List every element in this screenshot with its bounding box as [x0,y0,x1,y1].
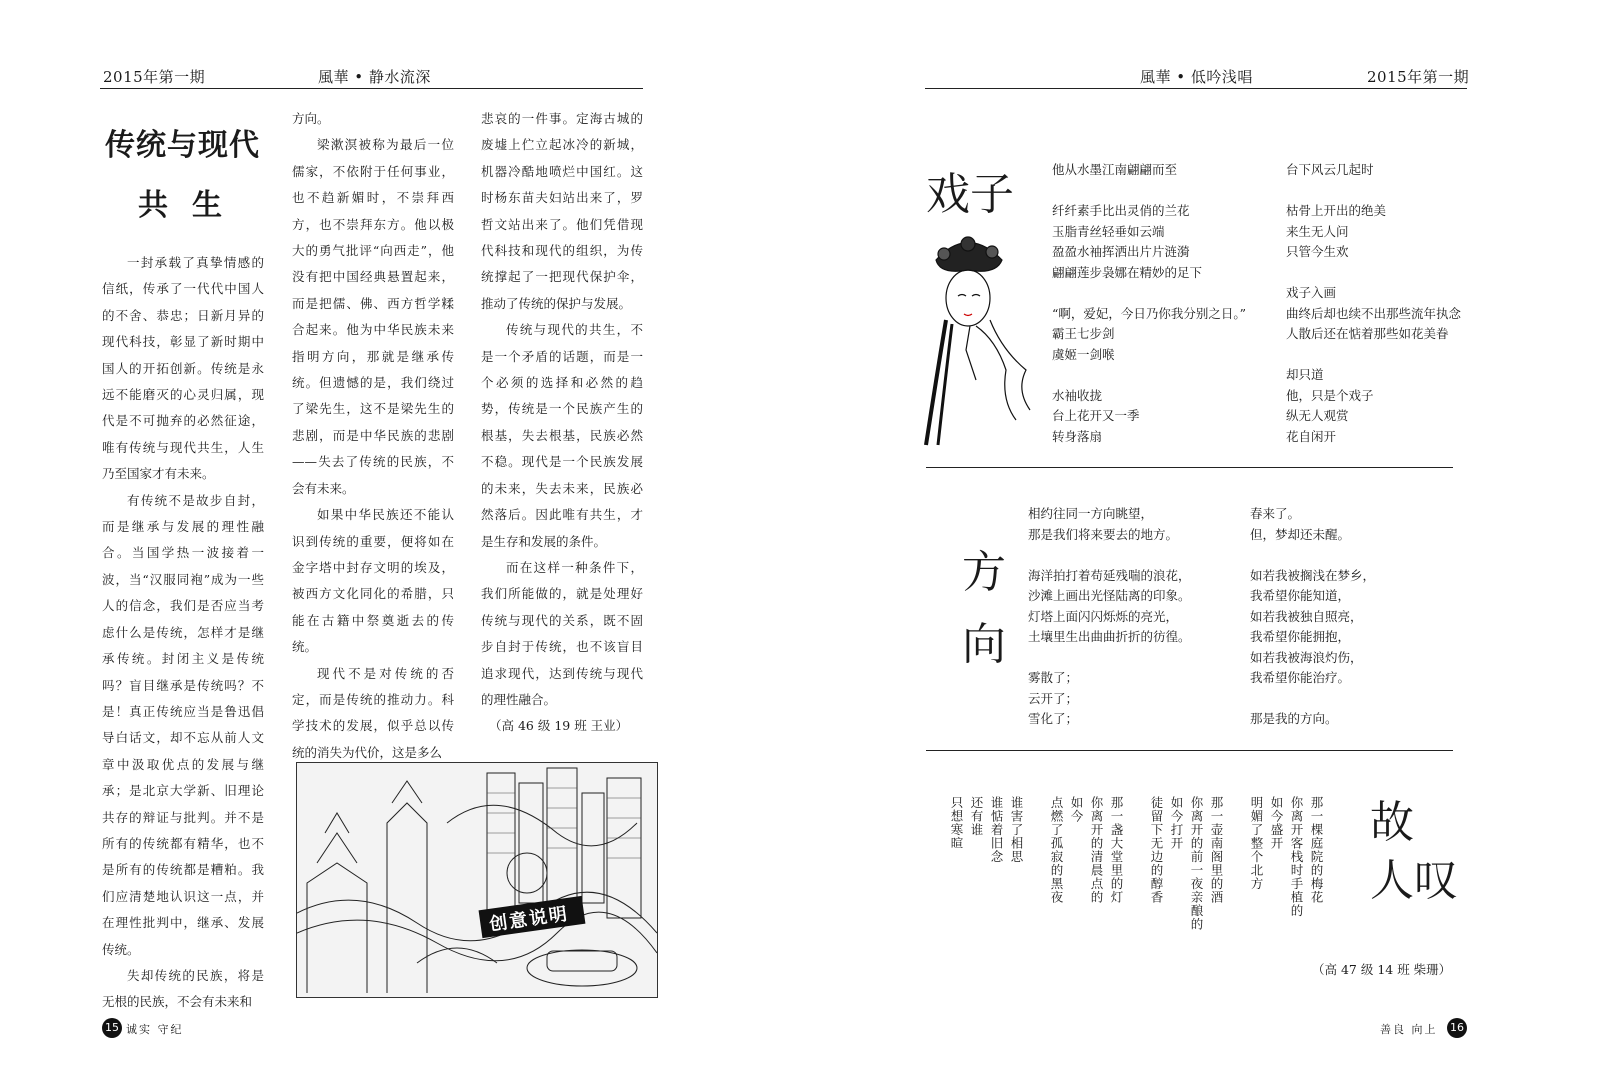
poem1-column-2: 台下风云几起时 枯骨上开出的绝美 来生无人问 只管今生欢 戏子入画 曲终后却也续不出那些流年执念 人散后还在惦着那些如花美眷 却只道 他，只是个戏子 纵无人观赏 花自闲开 [1286,162,1462,444]
left-header-rule [100,88,643,89]
poem2-column-2: 春来了。 但，梦却还未醒。 如若我被搁浅在梦乡， 我希望你能知道， 如若我被独自照亮， 我希望你能拥抱， 如若我被海浪灼伤， 我希望你能治疗。 那是我的方向。 [1250,506,1376,726]
paragraph: 有传统不是故步自封，而是继承与发展的理性融合。当国学热一波接着一波，当“汉服同袍”成为一些人的信念，我们是否应当考虑什么是传统，怎样才是继承传统。封闭主义是传统吗？盲目继承是传统吗？不是！真正传统应当是鲁迅倡导白话文，却不忘从前人文章中汲取优点的发展与继承；是北京大学新、旧理论共存的辩证与批判。并不是所有的传统都有精华，也不是所有的传统都是糟粕。我们应清楚地认识这一点，并在理性批判中，继承、发展传统。 [102,492,264,957]
poem3-line: 还有谁 [969,796,984,837]
poem3-line: 点燃了孤寂的黑夜 [1049,796,1064,904]
pen-drawing-illustration [296,762,658,998]
illustration-caption: 创意说明 [488,903,571,936]
article-column-2 [292,106,454,766]
paragraph: 如果中华民族还不能认识到传统的重要，便将如在金字塔中封存文明的埃及，被西方文化同化的希腊，只能在古籍中祭奠逝去的传统。 [292,507,454,655]
poem3-line: 你离开的清晨点的 [1089,796,1104,904]
poem2-column-1: 相约往同一方向眺望， 那是我们将来要去的地方。 海洋拍打着苟延残喘的浪花， 沙滩上画出光怪陆离的印象。 灯塔上面闪闪烁烁的亮光， 土壤里生出曲曲折折的彷徨。 雾散了； 云开了； 雪化了； [1028,506,1191,726]
poem3-line: 那一盏大堂里的灯 [1109,796,1124,904]
poem1-title: 戏子 [926,169,1014,220]
right-header-rule [925,88,1467,89]
poem-author: （高 47 级 14 班 柴珊） [1312,962,1452,977]
poem3-title-char-1: 故 [1370,797,1414,848]
poem3-title-rest: 人叹 [1370,855,1458,906]
poem3-line: 只想寒暄 [949,796,964,850]
poem1-divider [926,467,1453,468]
paragraph: 梁漱溟被称为最后一位儒家，不依附于任何事业，也不趋新媚时，不崇拜西方，也不崇拜东方。他以极大的勇气批评“向西走”，他没有把中国经典悬置起来，而是把儒、佛、西方哲学糅合起来。他为中华民族未来指明方向，那就是继承传统。但遗憾的是，我们绕过了梁先生，这不是梁先生的悲剧，而是中华民族的悲剧——失去了传统的民族，不会有未来。 [292,137,454,496]
paragraph: 传统与现代的共生，不是一个矛盾的话题，而是一个必须的选择和必然的趋势，传统是一个民族产生的根基，失去根基，民族必然不稳。现代是一个民族发展的未来，失去未来，民族必然落后。因此唯有共生，才是生存和发展的条件。 [481,322,643,549]
article-subtitle: 共生 [138,188,246,223]
paragraph: 现代不是对传统的否定，而是传统的推动力。科学技术的发展，似乎总以传统的消失为代价，这是多么 [292,665,454,760]
illustration-graphic [297,763,657,997]
poem3-line: 谁害了相思 [1009,796,1024,864]
paragraph: 悲哀的一件事。定海古城的废墟上伫立起冰冷的新城，机器冷酷地喷烂中国红。这时杨东苗夫妇站出来了，罗哲文站出来了。他们凭借现代科技和现代的组织，为传统撑起了一把现代保护伞，推动了传统的保护与发展。 [481,111,643,311]
right-issue-label: 2015年第一期 [1367,68,1470,86]
paragraph: 一封承载了真挚情感的信纸，传承了一代代中国人的不舍、恭忠；日新月异的现代科技，彰显了新时期中国人的开拓创新。传统是永远不能磨灭的心灵归属，现代是不可抛弃的必然征途，唯有传统与现代共生，人生乃至国家才有未来。 [102,255,264,482]
article-column-3 [481,106,643,740]
poem1-column-1: 他从水墨江南翩翩而至 纤纤素手比出灵俏的兰花 玉脂青丝轻垂如云端 盈盈水袖挥洒出片片涟漪 翩翩莲步袅娜在精妙的足下 “啊，爱妃，今日乃你我分别之日。” 霸王七步剑 虞姬一剑喉 水袖收拢 台上花开又一季 转身落扇 [1052,162,1247,444]
poem2-divider [926,750,1453,751]
paragraph: 方向。 [292,111,330,126]
poem3-line: 谁惦着旧念 [989,796,1004,864]
paragraph: 失却传统的民族，将是无根的民族，不会有未来和 [102,967,264,1010]
poem2-title-char-2: 向 [962,619,1006,670]
left-page-number: 15 [102,1018,122,1038]
article-title: 传统与现代 [105,128,260,163]
poem3-line: 你离开客栈时手植的 [1289,796,1304,918]
poem3-line: 那一壶南阁里的酒 [1209,796,1224,904]
right-section-label: 風華 • 低吟浅唱 [1140,68,1253,86]
poem3-line: 徒留下无边的醇香 [1149,796,1164,904]
poem3-line: 那一棵庭院的梅花 [1309,796,1324,904]
right-footer-motto: 善良 向上 [1380,1023,1438,1036]
poem3-line: 如今 [1069,796,1084,823]
article-column-1 [102,250,264,1016]
left-issue-label: 2015年第一期 [103,68,206,86]
paragraph: 而在这样一种条件下，我们所能做的，就是处理好传统与现代的关系，既不固步自封于传统，也不该盲目追求现代，达到传统与现代的理性融合。 [481,559,643,707]
poem2-title-char-1: 方 [962,547,1006,598]
opera-figure-illustration [906,220,1036,450]
poem3-line: 如今打开 [1169,796,1184,850]
left-footer-motto: 诚实 守纪 [126,1023,184,1036]
poem3-line: 明媚了整个北方 [1249,796,1264,891]
article-author: （高 46 级 19 班 王业） [489,718,629,734]
left-section-label: 風華 • 静水流深 [318,68,431,86]
poem3-line: 如今盛开 [1269,796,1284,850]
right-page-number: 16 [1447,1018,1467,1038]
poem3-line: 你离开的前一夜亲酿的 [1189,796,1204,931]
